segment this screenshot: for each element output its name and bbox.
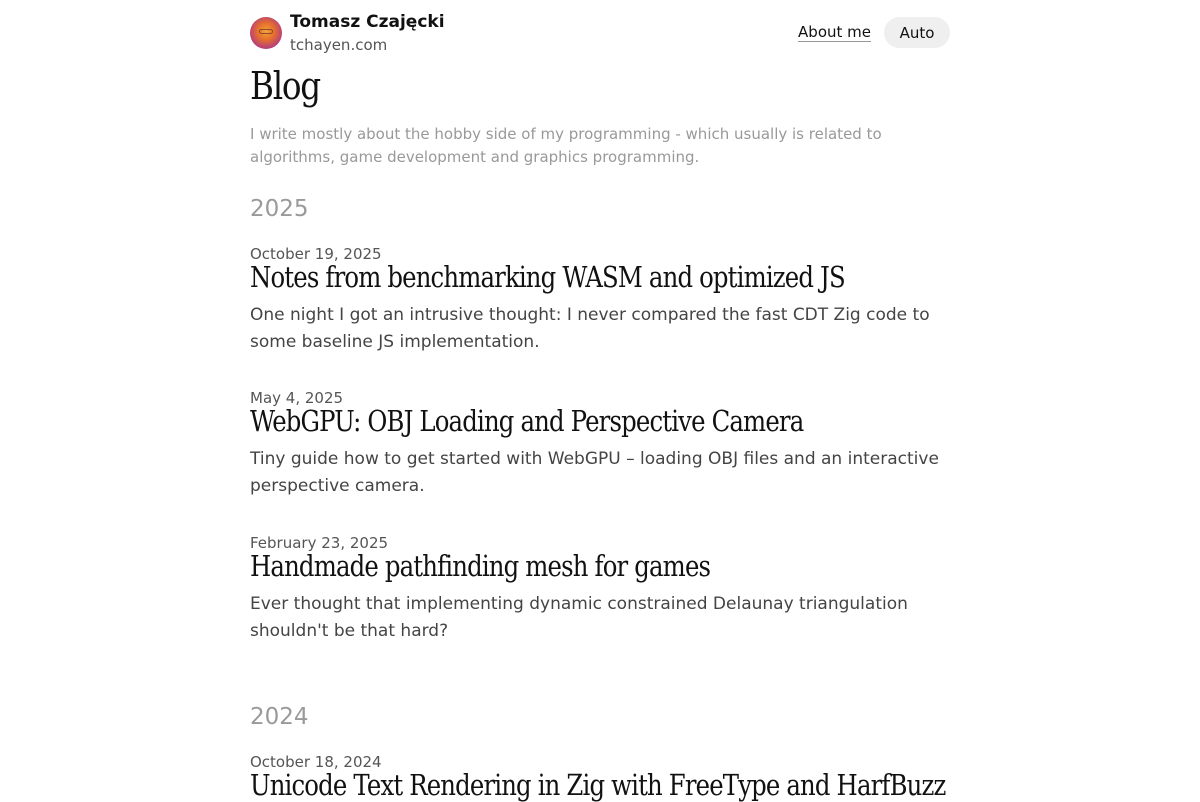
post-excerpt: Tiny guide how to get started with WebGPU – loading OBJ files and an interactive perspective camera. — [250, 449, 939, 496]
post-date: October 19, 2025 — [250, 245, 382, 263]
site-domain: tchayen.com — [290, 36, 388, 54]
post-title-link[interactable]: Unicode Text Rendering in Zig with FreeType and HarfBuzz — [250, 768, 946, 802]
post-date: October 18, 2024 — [250, 753, 382, 771]
site-header — [250, 0, 950, 62]
post-date: May 4, 2025 — [250, 389, 344, 407]
post-title-link[interactable]: Notes from benchmarking WASM and optimized JS — [250, 260, 845, 294]
about-me-link[interactable]: About me — [798, 23, 871, 41]
post-title-link[interactable]: Handmade pathfinding mesh for games — [250, 549, 711, 583]
post-excerpt: One night I got an intrusive thought: I never compared the fast CDT Zig code to some baseline JS implementation. — [250, 305, 930, 352]
year-heading-2024: 2024 — [250, 704, 309, 730]
post-title-link[interactable]: WebGPU: OBJ Loading and Perspective Camera — [250, 404, 804, 438]
site-name[interactable]: Tomasz Czajęcki — [290, 12, 445, 32]
avatar-glasses — [259, 29, 273, 34]
avatar[interactable] — [250, 17, 282, 49]
post-excerpt: Ever thought that implementing dynamic constrained Delaunay triangulation shouldn't be that hard? — [250, 594, 908, 641]
year-heading-2025: 2025 — [250, 196, 309, 222]
post-date: February 23, 2025 — [250, 534, 389, 552]
theme-toggle-button[interactable]: Auto — [884, 17, 950, 48]
blog-intro: I write mostly about the hobby side of my programming - which usually is related to algorithms, game development and graphics programming. — [250, 125, 882, 166]
page-title: Blog — [250, 64, 320, 108]
page — [250, 0, 950, 802]
